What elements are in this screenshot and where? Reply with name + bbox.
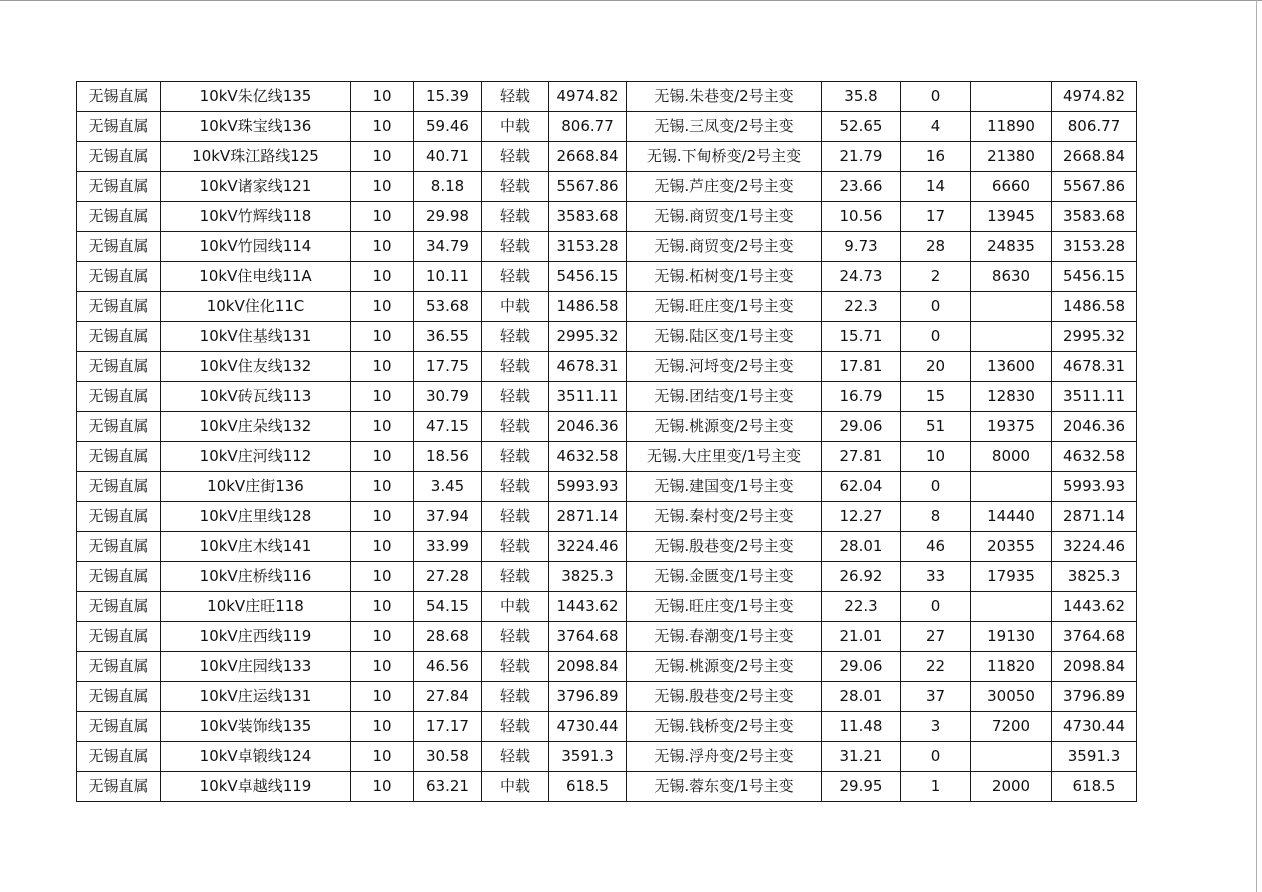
- capacity-cell: 3764.68: [549, 622, 627, 652]
- count-cell: 17: [901, 202, 971, 232]
- count-cell: 3: [901, 712, 971, 742]
- load-status-cell: 轻载: [482, 352, 549, 382]
- table-row: [77, 352, 1137, 382]
- voltage-cell: 10: [351, 412, 414, 442]
- voltage-cell: 10: [351, 202, 414, 232]
- available-capacity-cell: 618.5: [1052, 772, 1137, 802]
- amount-cell: [971, 472, 1052, 502]
- substation-transformer-cell: 无锡.下甸桥变/2号主变: [627, 142, 822, 172]
- load-rate-cell: 33.99: [414, 532, 482, 562]
- table-body: [77, 82, 1137, 802]
- load-status-cell: 轻载: [482, 472, 549, 502]
- line-name-cell: 10kV庄木线141: [161, 532, 351, 562]
- count-cell: 16: [901, 142, 971, 172]
- amount-cell: [971, 742, 1052, 772]
- capacity-cell: 2668.84: [549, 142, 627, 172]
- table-row: [77, 82, 1137, 112]
- unit-cell: 无锡直属: [77, 712, 161, 742]
- voltage-cell: 10: [351, 442, 414, 472]
- load-status-cell: 轻载: [482, 442, 549, 472]
- transformer-load-rate-cell: 31.21: [822, 742, 901, 772]
- transformer-load-rate-cell: 52.65: [822, 112, 901, 142]
- feeder-load-table: [76, 81, 1137, 802]
- load-rate-cell: 3.45: [414, 472, 482, 502]
- available-capacity-cell: 5993.93: [1052, 472, 1137, 502]
- line-name-cell: 10kV住友线132: [161, 352, 351, 382]
- available-capacity-cell: 2995.32: [1052, 322, 1137, 352]
- voltage-cell: 10: [351, 172, 414, 202]
- substation-transformer-cell: 无锡.蓉东变/1号主变: [627, 772, 822, 802]
- load-rate-cell: 29.98: [414, 202, 482, 232]
- load-rate-cell: 46.56: [414, 652, 482, 682]
- available-capacity-cell: 3764.68: [1052, 622, 1137, 652]
- available-capacity-cell: 4632.58: [1052, 442, 1137, 472]
- unit-cell: 无锡直属: [77, 622, 161, 652]
- unit-cell: 无锡直属: [77, 292, 161, 322]
- transformer-load-rate-cell: 12.27: [822, 502, 901, 532]
- capacity-cell: 4678.31: [549, 352, 627, 382]
- substation-transformer-cell: 无锡.钱桥变/2号主变: [627, 712, 822, 742]
- load-rate-cell: 40.71: [414, 142, 482, 172]
- transformer-load-rate-cell: 29.06: [822, 652, 901, 682]
- voltage-cell: 10: [351, 532, 414, 562]
- line-name-cell: 10kV庄旺118: [161, 592, 351, 622]
- table-row: [77, 772, 1137, 802]
- unit-cell: 无锡直属: [77, 112, 161, 142]
- load-status-cell: 中载: [482, 292, 549, 322]
- transformer-load-rate-cell: 9.73: [822, 232, 901, 262]
- substation-transformer-cell: 无锡.旺庄变/1号主变: [627, 592, 822, 622]
- amount-cell: 20355: [971, 532, 1052, 562]
- substation-transformer-cell: 无锡.殷巷变/2号主变: [627, 682, 822, 712]
- load-rate-cell: 36.55: [414, 322, 482, 352]
- capacity-cell: 2098.84: [549, 652, 627, 682]
- capacity-cell: 2871.14: [549, 502, 627, 532]
- unit-cell: 无锡直属: [77, 742, 161, 772]
- load-rate-cell: 17.17: [414, 712, 482, 742]
- transformer-load-rate-cell: 62.04: [822, 472, 901, 502]
- unit-cell: 无锡直属: [77, 502, 161, 532]
- available-capacity-cell: 5456.15: [1052, 262, 1137, 292]
- capacity-cell: 3224.46: [549, 532, 627, 562]
- transformer-load-rate-cell: 17.81: [822, 352, 901, 382]
- substation-transformer-cell: 无锡.陆区变/1号主变: [627, 322, 822, 352]
- transformer-load-rate-cell: 22.3: [822, 292, 901, 322]
- capacity-cell: 806.77: [549, 112, 627, 142]
- table-row: [77, 202, 1137, 232]
- line-name-cell: 10kV庄里线128: [161, 502, 351, 532]
- capacity-cell: 4632.58: [549, 442, 627, 472]
- count-cell: 28: [901, 232, 971, 262]
- unit-cell: 无锡直属: [77, 562, 161, 592]
- capacity-cell: 5456.15: [549, 262, 627, 292]
- voltage-cell: 10: [351, 712, 414, 742]
- amount-cell: 30050: [971, 682, 1052, 712]
- load-status-cell: 轻载: [482, 562, 549, 592]
- transformer-load-rate-cell: 16.79: [822, 382, 901, 412]
- load-status-cell: 轻载: [482, 682, 549, 712]
- capacity-cell: 1486.58: [549, 292, 627, 322]
- count-cell: 2: [901, 262, 971, 292]
- line-name-cell: 10kV住化11C: [161, 292, 351, 322]
- unit-cell: 无锡直属: [77, 592, 161, 622]
- load-rate-cell: 59.46: [414, 112, 482, 142]
- table-row: [77, 742, 1137, 772]
- voltage-cell: 10: [351, 502, 414, 532]
- load-status-cell: 轻载: [482, 382, 549, 412]
- count-cell: 4: [901, 112, 971, 142]
- substation-transformer-cell: 无锡.商贸变/2号主变: [627, 232, 822, 262]
- amount-cell: [971, 322, 1052, 352]
- load-rate-cell: 47.15: [414, 412, 482, 442]
- count-cell: 0: [901, 292, 971, 322]
- voltage-cell: 10: [351, 562, 414, 592]
- count-cell: 33: [901, 562, 971, 592]
- transformer-load-rate-cell: 21.01: [822, 622, 901, 652]
- substation-transformer-cell: 无锡.春潮变/1号主变: [627, 622, 822, 652]
- available-capacity-cell: 3224.46: [1052, 532, 1137, 562]
- unit-cell: 无锡直属: [77, 202, 161, 232]
- available-capacity-cell: 1443.62: [1052, 592, 1137, 622]
- voltage-cell: 10: [351, 472, 414, 502]
- substation-transformer-cell: 无锡.芦庄变/2号主变: [627, 172, 822, 202]
- voltage-cell: 10: [351, 142, 414, 172]
- transformer-load-rate-cell: 28.01: [822, 532, 901, 562]
- capacity-cell: 3825.3: [549, 562, 627, 592]
- transformer-load-rate-cell: 23.66: [822, 172, 901, 202]
- available-capacity-cell: 4730.44: [1052, 712, 1137, 742]
- table-row: [77, 442, 1137, 472]
- unit-cell: 无锡直属: [77, 532, 161, 562]
- count-cell: 20: [901, 352, 971, 382]
- voltage-cell: 10: [351, 322, 414, 352]
- line-name-cell: 10kV庄朵线132: [161, 412, 351, 442]
- capacity-cell: 2046.36: [549, 412, 627, 442]
- table-row: [77, 592, 1137, 622]
- table-row: [77, 502, 1137, 532]
- unit-cell: 无锡直属: [77, 262, 161, 292]
- amount-cell: 24835: [971, 232, 1052, 262]
- voltage-cell: 10: [351, 622, 414, 652]
- load-rate-cell: 54.15: [414, 592, 482, 622]
- count-cell: 10: [901, 442, 971, 472]
- available-capacity-cell: 4678.31: [1052, 352, 1137, 382]
- line-name-cell: 10kV庄桥线116: [161, 562, 351, 592]
- unit-cell: 无锡直属: [77, 82, 161, 112]
- load-status-cell: 轻载: [482, 142, 549, 172]
- transformer-load-rate-cell: 11.48: [822, 712, 901, 742]
- substation-transformer-cell: 无锡.浮舟变/2号主变: [627, 742, 822, 772]
- load-rate-cell: 10.11: [414, 262, 482, 292]
- capacity-cell: 2995.32: [549, 322, 627, 352]
- line-name-cell: 10kV珠宝线136: [161, 112, 351, 142]
- amount-cell: [971, 292, 1052, 322]
- load-rate-cell: 30.58: [414, 742, 482, 772]
- voltage-cell: 10: [351, 352, 414, 382]
- count-cell: 14: [901, 172, 971, 202]
- substation-transformer-cell: 无锡.桃源变/2号主变: [627, 652, 822, 682]
- transformer-load-rate-cell: 26.92: [822, 562, 901, 592]
- line-name-cell: 10kV卓锻线124: [161, 742, 351, 772]
- capacity-cell: 3796.89: [549, 682, 627, 712]
- table-row: [77, 232, 1137, 262]
- unit-cell: 无锡直属: [77, 142, 161, 172]
- available-capacity-cell: 1486.58: [1052, 292, 1137, 322]
- load-rate-cell: 34.79: [414, 232, 482, 262]
- available-capacity-cell: 5567.86: [1052, 172, 1137, 202]
- voltage-cell: 10: [351, 262, 414, 292]
- available-capacity-cell: 2871.14: [1052, 502, 1137, 532]
- load-status-cell: 轻载: [482, 652, 549, 682]
- transformer-load-rate-cell: 35.8: [822, 82, 901, 112]
- substation-transformer-cell: 无锡.柘树变/1号主变: [627, 262, 822, 292]
- table-row: [77, 292, 1137, 322]
- amount-cell: 2000: [971, 772, 1052, 802]
- load-status-cell: 轻载: [482, 502, 549, 532]
- available-capacity-cell: 3153.28: [1052, 232, 1137, 262]
- line-name-cell: 10kV庄运线131: [161, 682, 351, 712]
- capacity-cell: 1443.62: [549, 592, 627, 622]
- voltage-cell: 10: [351, 292, 414, 322]
- line-name-cell: 10kV砖瓦线113: [161, 382, 351, 412]
- voltage-cell: 10: [351, 742, 414, 772]
- voltage-cell: 10: [351, 82, 414, 112]
- amount-cell: 11820: [971, 652, 1052, 682]
- table-row: [77, 322, 1137, 352]
- voltage-cell: 10: [351, 772, 414, 802]
- available-capacity-cell: 2668.84: [1052, 142, 1137, 172]
- transformer-load-rate-cell: 15.71: [822, 322, 901, 352]
- amount-cell: 7200: [971, 712, 1052, 742]
- capacity-cell: 5993.93: [549, 472, 627, 502]
- load-rate-cell: 17.75: [414, 352, 482, 382]
- load-rate-cell: 27.28: [414, 562, 482, 592]
- transformer-load-rate-cell: 21.79: [822, 142, 901, 172]
- substation-transformer-cell: 无锡.殷巷变/2号主变: [627, 532, 822, 562]
- capacity-cell: 3153.28: [549, 232, 627, 262]
- count-cell: 15: [901, 382, 971, 412]
- load-status-cell: 轻载: [482, 712, 549, 742]
- transformer-load-rate-cell: 10.56: [822, 202, 901, 232]
- available-capacity-cell: 3825.3: [1052, 562, 1137, 592]
- unit-cell: 无锡直属: [77, 442, 161, 472]
- load-status-cell: 中载: [482, 772, 549, 802]
- amount-cell: 19375: [971, 412, 1052, 442]
- line-name-cell: 10kV装饰线135: [161, 712, 351, 742]
- load-rate-cell: 28.68: [414, 622, 482, 652]
- amount-cell: 6660: [971, 172, 1052, 202]
- capacity-cell: 3591.3: [549, 742, 627, 772]
- line-name-cell: 10kV庄园线133: [161, 652, 351, 682]
- capacity-cell: 4730.44: [549, 712, 627, 742]
- amount-cell: [971, 82, 1052, 112]
- substation-transformer-cell: 无锡.大庄里变/1号主变: [627, 442, 822, 472]
- count-cell: 0: [901, 322, 971, 352]
- substation-transformer-cell: 无锡.秦村变/2号主变: [627, 502, 822, 532]
- available-capacity-cell: 806.77: [1052, 112, 1137, 142]
- table-row: [77, 112, 1137, 142]
- unit-cell: 无锡直属: [77, 232, 161, 262]
- capacity-cell: 5567.86: [549, 172, 627, 202]
- load-status-cell: 中载: [482, 592, 549, 622]
- count-cell: 8: [901, 502, 971, 532]
- voltage-cell: 10: [351, 592, 414, 622]
- page-top-border: [0, 0, 1262, 1]
- available-capacity-cell: 4974.82: [1052, 82, 1137, 112]
- load-rate-cell: 18.56: [414, 442, 482, 472]
- line-name-cell: 10kV住基线131: [161, 322, 351, 352]
- line-name-cell: 10kV卓越线119: [161, 772, 351, 802]
- amount-cell: 13945: [971, 202, 1052, 232]
- load-status-cell: 轻载: [482, 412, 549, 442]
- load-rate-cell: 8.18: [414, 172, 482, 202]
- line-name-cell: 10kV住电线11A: [161, 262, 351, 292]
- substation-transformer-cell: 无锡.旺庄变/1号主变: [627, 292, 822, 322]
- line-name-cell: 10kV珠江路线125: [161, 142, 351, 172]
- line-name-cell: 10kV庄河线112: [161, 442, 351, 472]
- load-status-cell: 轻载: [482, 742, 549, 772]
- amount-cell: 17935: [971, 562, 1052, 592]
- capacity-cell: 3583.68: [549, 202, 627, 232]
- amount-cell: 8000: [971, 442, 1052, 472]
- line-name-cell: 10kV竹园线114: [161, 232, 351, 262]
- unit-cell: 无锡直属: [77, 382, 161, 412]
- voltage-cell: 10: [351, 112, 414, 142]
- unit-cell: 无锡直属: [77, 172, 161, 202]
- transformer-load-rate-cell: 22.3: [822, 592, 901, 622]
- transformer-load-rate-cell: 29.95: [822, 772, 901, 802]
- amount-cell: 19130: [971, 622, 1052, 652]
- substation-transformer-cell: 无锡.朱巷变/2号主变: [627, 82, 822, 112]
- available-capacity-cell: 3511.11: [1052, 382, 1137, 412]
- table-row: [77, 142, 1137, 172]
- load-rate-cell: 53.68: [414, 292, 482, 322]
- load-rate-cell: 15.39: [414, 82, 482, 112]
- amount-cell: 21380: [971, 142, 1052, 172]
- unit-cell: 无锡直属: [77, 322, 161, 352]
- load-status-cell: 轻载: [482, 322, 549, 352]
- load-rate-cell: 27.84: [414, 682, 482, 712]
- available-capacity-cell: 3583.68: [1052, 202, 1137, 232]
- table-row: [77, 712, 1137, 742]
- unit-cell: 无锡直属: [77, 352, 161, 382]
- transformer-load-rate-cell: 28.01: [822, 682, 901, 712]
- voltage-cell: 10: [351, 652, 414, 682]
- amount-cell: 14440: [971, 502, 1052, 532]
- count-cell: 46: [901, 532, 971, 562]
- table-row: [77, 652, 1137, 682]
- substation-transformer-cell: 无锡.三凤变/2号主变: [627, 112, 822, 142]
- count-cell: 51: [901, 412, 971, 442]
- unit-cell: 无锡直属: [77, 412, 161, 442]
- table-row: [77, 562, 1137, 592]
- amount-cell: 12830: [971, 382, 1052, 412]
- substation-transformer-cell: 无锡.金匮变/1号主变: [627, 562, 822, 592]
- capacity-cell: 618.5: [549, 772, 627, 802]
- count-cell: 0: [901, 82, 971, 112]
- transformer-load-rate-cell: 29.06: [822, 412, 901, 442]
- count-cell: 1: [901, 772, 971, 802]
- amount-cell: 8630: [971, 262, 1052, 292]
- load-status-cell: 轻载: [482, 232, 549, 262]
- available-capacity-cell: 3796.89: [1052, 682, 1137, 712]
- voltage-cell: 10: [351, 682, 414, 712]
- count-cell: 0: [901, 742, 971, 772]
- voltage-cell: 10: [351, 232, 414, 262]
- amount-cell: 13600: [971, 352, 1052, 382]
- substation-transformer-cell: 无锡.建国变/1号主变: [627, 472, 822, 502]
- count-cell: 27: [901, 622, 971, 652]
- line-name-cell: 10kV庄街136: [161, 472, 351, 502]
- line-name-cell: 10kV诸家线121: [161, 172, 351, 202]
- available-capacity-cell: 3591.3: [1052, 742, 1137, 772]
- transformer-load-rate-cell: 27.81: [822, 442, 901, 472]
- load-status-cell: 轻载: [482, 622, 549, 652]
- unit-cell: 无锡直属: [77, 682, 161, 712]
- load-rate-cell: 30.79: [414, 382, 482, 412]
- available-capacity-cell: 2098.84: [1052, 652, 1137, 682]
- load-status-cell: 中载: [482, 112, 549, 142]
- table-row: [77, 412, 1137, 442]
- table-row: [77, 262, 1137, 292]
- load-status-cell: 轻载: [482, 82, 549, 112]
- table-row: [77, 472, 1137, 502]
- table-row: [77, 622, 1137, 652]
- unit-cell: 无锡直属: [77, 652, 161, 682]
- table-row: [77, 172, 1137, 202]
- load-status-cell: 轻载: [482, 262, 549, 292]
- line-name-cell: 10kV竹辉线118: [161, 202, 351, 232]
- substation-transformer-cell: 无锡.河埒变/2号主变: [627, 352, 822, 382]
- unit-cell: 无锡直属: [77, 472, 161, 502]
- amount-cell: [971, 592, 1052, 622]
- capacity-cell: 3511.11: [549, 382, 627, 412]
- substation-transformer-cell: 无锡.商贸变/1号主变: [627, 202, 822, 232]
- count-cell: 22: [901, 652, 971, 682]
- line-name-cell: 10kV庄西线119: [161, 622, 351, 652]
- available-capacity-cell: 2046.36: [1052, 412, 1137, 442]
- load-rate-cell: 37.94: [414, 502, 482, 532]
- capacity-cell: 4974.82: [549, 82, 627, 112]
- unit-cell: 无锡直属: [77, 772, 161, 802]
- load-status-cell: 轻载: [482, 532, 549, 562]
- count-cell: 0: [901, 592, 971, 622]
- line-name-cell: 10kV朱亿线135: [161, 82, 351, 112]
- substation-transformer-cell: 无锡.桃源变/2号主变: [627, 412, 822, 442]
- transformer-load-rate-cell: 24.73: [822, 262, 901, 292]
- table-row: [77, 682, 1137, 712]
- table-row: [77, 532, 1137, 562]
- load-status-cell: 轻载: [482, 172, 549, 202]
- amount-cell: 11890: [971, 112, 1052, 142]
- load-status-cell: 轻载: [482, 202, 549, 232]
- count-cell: 37: [901, 682, 971, 712]
- load-rate-cell: 63.21: [414, 772, 482, 802]
- page-right-border: [1256, 0, 1257, 892]
- table-row: [77, 382, 1137, 412]
- voltage-cell: 10: [351, 382, 414, 412]
- substation-transformer-cell: 无锡.团结变/1号主变: [627, 382, 822, 412]
- count-cell: 0: [901, 472, 971, 502]
